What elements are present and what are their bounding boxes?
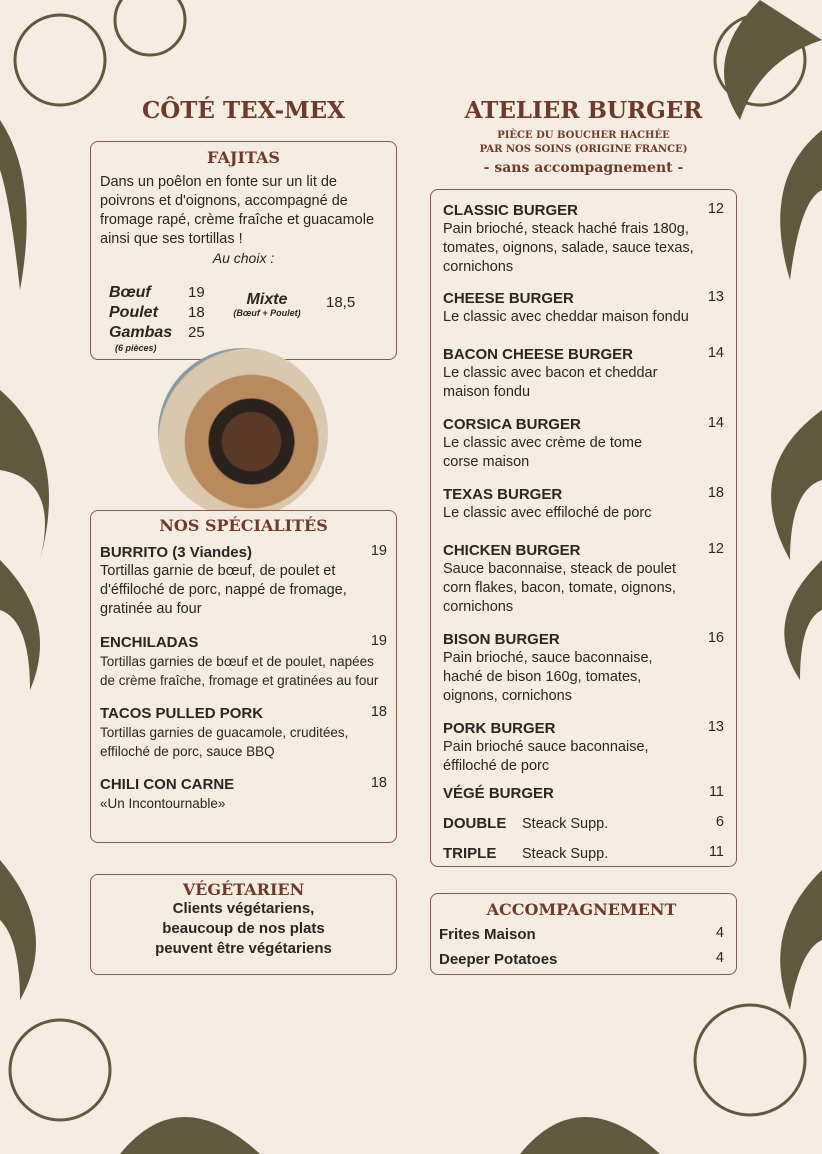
menu-item: CHILI CON CARNE 18 «Un Incontournable» <box>100 775 387 811</box>
menu-item: TACOS PULLED PORK 18 Tortillas garnies de guacamole, cruditées, effiloché de porc, sauce BBQ <box>100 704 387 759</box>
burger-box <box>430 189 737 867</box>
extra-item: DOUBLE Steack Supp. 6 <box>443 814 724 832</box>
mixte-price: 18,5 <box>326 294 356 311</box>
fajitas-option: Gambas 25 <box>109 324 205 341</box>
menu-item: VÉGÉ BURGER 11 <box>443 784 724 802</box>
menu-item: CORSICA BURGER 14 Le classic avec crème de tome corse maison <box>443 415 724 470</box>
gambas-note: (6 pièces) <box>115 343 157 353</box>
menu-item: TEXAS BURGER 18 Le classic avec effiloché de porc <box>443 485 724 521</box>
side-item: Frites Maison 4 <box>439 925 724 943</box>
burger-subtitle: PAR NOS SOINS (ORIGINE FRANCE) <box>479 144 688 155</box>
accompagnement-title: ACCOMPAGNEMENT <box>486 900 677 919</box>
accompagnement-box <box>430 893 737 975</box>
fajitas-option: Bœuf 19 <box>109 284 205 301</box>
specialites-box <box>90 510 397 843</box>
vegetarien-text: Clients végétariens, beaucoup de nos plats peuvent être végétariens <box>155 900 332 957</box>
burger-subtitle: - sans accompagnement - <box>483 160 684 176</box>
fajitas-photo <box>158 348 328 518</box>
menu-item: CHEESE BURGER 13 Le classic avec cheddar maison fondu <box>443 289 724 325</box>
menu-item: PORK BURGER 13 Pain brioché sauce baconnaise, éffiloché de porc <box>443 719 724 774</box>
side-item: Deeper Potatoes 4 <box>439 950 724 968</box>
burger-subtitle: PIÈCE DU BOUCHER HACHÉE <box>497 130 670 141</box>
fajitas-box <box>90 141 397 360</box>
menu-item: ENCHILADAS 19 Tortillas garnies de bœuf et de poulet, napées de crème fraîche, fromage et gratinées au four <box>100 633 387 688</box>
fajitas-description: Dans un poêlon en fonte sur un lit de poivrons et d'oignons, accompagné de fromage rapé, crème fraîche et guacamole ainsi que ses tortillas ! <box>100 174 375 247</box>
menu-item: BACON CHEESE BURGER 14 Le classic avec bacon et cheddar maison fondu <box>443 345 724 400</box>
menu-item: CLASSIC BURGER 12 Pain brioché, steack haché frais 180g, tomates, oignons, salade, sauce texas, cornichons <box>443 201 724 275</box>
fajitas-title: FAJITAS <box>207 148 280 167</box>
extra-item: TRIPLE Steack Supp. 11 <box>443 844 724 862</box>
mixte-option: Mixte <box>246 291 288 308</box>
burger-title: ATELIER BURGER <box>464 97 703 124</box>
vegetarien-title: VÉGÉTARIEN <box>182 880 305 899</box>
fajitas-option: Poulet 18 <box>109 304 205 321</box>
tex-mex-title: CÔTÉ TEX-MEX <box>141 97 346 124</box>
vegetarien-box <box>90 874 397 975</box>
menu-item: CHICKEN BURGER 12 Sauce baconnaise, steack de poulet corn flakes, bacon, tomate, oignons, cornichons <box>443 541 724 615</box>
menu-item: BURRITO (3 Viandes) 19 Tortillas garnie de bœuf, de poulet et d'éffiloché de porc, nappé de fromage, gratinée au four <box>100 543 387 617</box>
mixte-note: (Bœuf + Poulet) <box>233 308 301 318</box>
specialites-title: NOS SPÉCIALITÉS <box>159 516 328 535</box>
menu-item: BISON BURGER 16 Pain brioché, sauce baconnaise, haché de bison 160g, tomates, oignons, cornichons <box>443 630 724 704</box>
fajitas-choice-label: Au choix : <box>212 250 275 266</box>
